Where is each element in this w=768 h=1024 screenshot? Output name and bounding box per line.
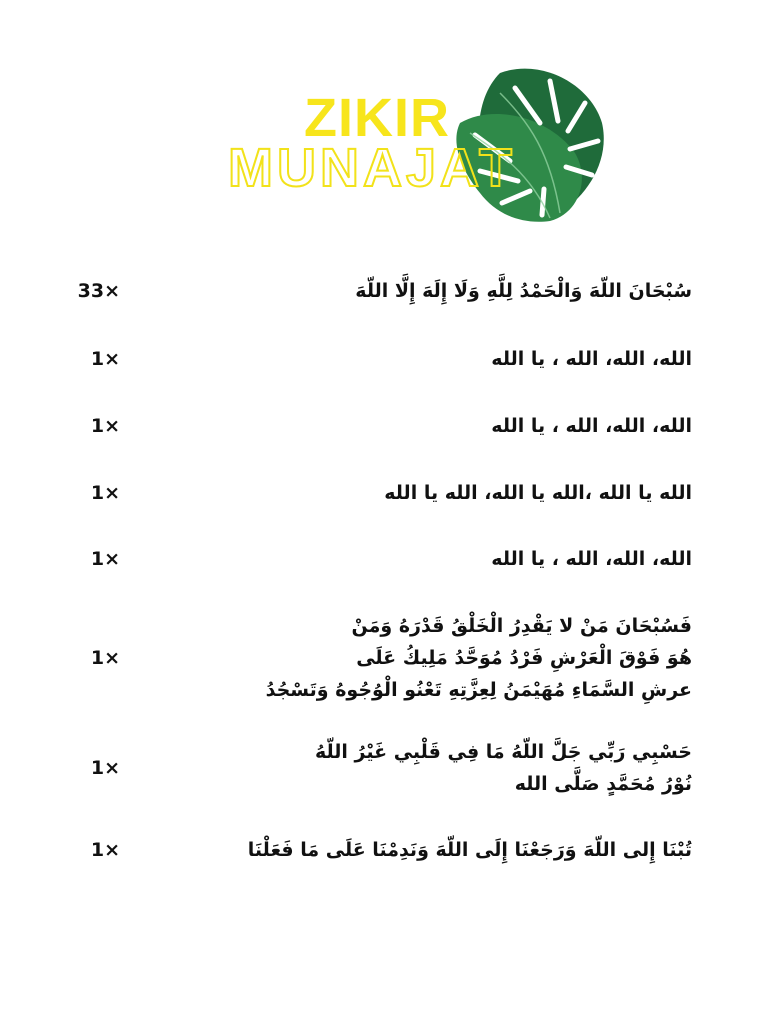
dhikr-text-line-1: فَسُبْحَانَ مَنْ لا يَقْدِرُ الْخَلْقُ قَدْرَهُ وَمَنْ <box>351 615 692 637</box>
dhikr-text-line-2: هُوَ فَوْقَ الْعَرْشِ فَرْدُ مُوَحَّدُ مَلِيكُ عَلَى <box>356 647 692 669</box>
page-header <box>0 55 768 230</box>
dhikr-text: الله، الله، الله ، يا الله <box>491 348 692 370</box>
repeat-count: 33× <box>77 280 120 302</box>
dhikr-text-line-3: عرشِ السَّمَاءِ مُهَيْمَنُ لِعِزَّتِهِ تَعْنُو الْوُجُوهُ وَتَسْجُدُ <box>265 679 692 701</box>
dhikr-text: تُبْنَا إِلى اللّهَ وَرَجَعْنَا إِلَى اللّهَ وَنَدِمْنَا عَلَى مَا فَعَلْنَا <box>247 839 692 861</box>
dhikr-text: الله، الله، الله ، يا الله <box>491 548 692 570</box>
title-zikir: ZIKIR <box>304 88 450 148</box>
title-munajat: MUNAJAT <box>228 138 516 198</box>
repeat-count: 1× <box>90 548 120 570</box>
repeat-count: 1× <box>90 839 120 861</box>
dhikr-text: الله، الله، الله ، يا الله <box>491 415 692 437</box>
repeat-count: 1× <box>90 757 120 779</box>
dhikr-text: الله يا الله ،الله يا الله، الله يا الله <box>384 482 692 504</box>
repeat-count: 1× <box>90 348 120 370</box>
repeat-count: 1× <box>90 647 120 669</box>
dhikr-text: سُبْحَانَ اللّهَ وَالْحَمْدُ لِلَّهِ وَلَا إِلَهَ إِلَّا اللّهَ <box>355 280 692 302</box>
dhikr-text-line-2: نُوْرُ مُحَمَّدٍ صَلَّى الله <box>514 773 692 795</box>
repeat-count: 1× <box>90 482 120 504</box>
repeat-count: 1× <box>90 415 120 437</box>
dhikr-text-line-1: حَسْبِي رَبِّي جَلَّ اللّهُ مَا فِي قَلْبِي غَيْرُ اللّهُ <box>314 741 692 763</box>
